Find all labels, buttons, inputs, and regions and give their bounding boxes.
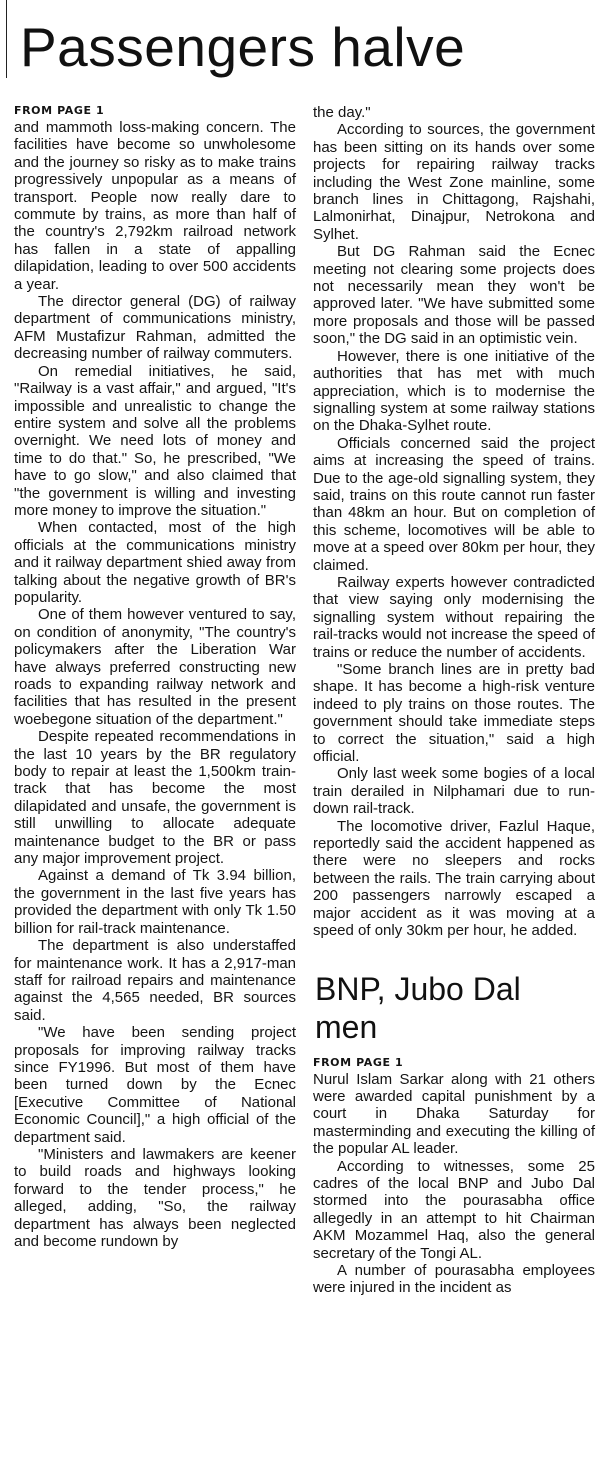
second-story-kicker: FROM PAGE 1 bbox=[313, 1055, 404, 1069]
second-story-headline-line2: men bbox=[315, 1008, 378, 1045]
paragraph: Railway experts however contradicted that view saying only modernising the signalling system without repairing the rail-tracks would not increase the speed of trains or reduce the number of accidents. bbox=[313, 573, 595, 661]
article-column-left bbox=[14, 104, 296, 1250]
paragraph: When contacted, most of the high officials at the communications ministry and it railway department shied away from talking about the negative growth of BR's popularity. bbox=[14, 519, 296, 606]
second-story-headline bbox=[315, 970, 595, 1046]
paragraph: Only last week some bogies of a local train derailed in Nilphamari due to run-down rail-track. bbox=[313, 765, 595, 818]
paragraph: "We have been sending project proposals for improving railway tracks since FY1996. But most of them have been turned down by the Ecnec [Executive Committee of National Economic Council]," a high official of the department said. bbox=[14, 1024, 296, 1146]
paragraph: But DG Rahman said the Ecnec meeting not clearing some projects does not necessarily mean they won't be approved later. "We have submitted some more proposals and those will be passed soon," the DG said in an optimistic vein. bbox=[313, 243, 595, 348]
headline: Passengers halve bbox=[20, 16, 466, 78]
column-rule bbox=[6, 0, 7, 78]
paragraph: One of them however ventured to say, on condition of anonymity, "The country's policymakers after the Liberation War have always preferred constructing new roads to expanding railway network and facilities that has resulted in the present woebegone situation of the department." bbox=[14, 606, 296, 728]
paragraph: According to witnesses, some 25 cadres of the local BNP and Jubo Dal stormed into the pourasabha office allegedly in an attempt to hit Chairman AKM Mozammel Haq, also the general secretary of the Tongi AL. bbox=[313, 1157, 595, 1262]
paragraph: "Ministers and lawmakers are keener to build roads and highways looking forward to the tender process," he alleged, adding, "So, the railway department has always been neglected and become rundown by bbox=[14, 1145, 296, 1250]
paragraph: Nurul Islam Sarkar along with 21 others were awarded capital punishment by a court in Dhaka Saturday for masterminding and executing the killing of the popular AL leader. bbox=[313, 1070, 595, 1158]
paragraph: The locomotive driver, Fazlul Haque, reportedly said the accident happened as there were no sleepers and rocks between the rails. The train carrying about 200 passengers narrowly escaped a major accident as it was moving at a speed of only 30km per hour, he added. bbox=[313, 817, 595, 940]
article-column-right bbox=[313, 104, 595, 1297]
paragraph: the day." bbox=[313, 104, 371, 121]
paragraph: According to sources, the government has been sitting on its hands over some projects for repairing railway tracks including the West Zone mainline, some branch lines in Chittagong, Rajshahi, Lalmonirhat, Dinajpur, Netrokona and Sylhet. bbox=[313, 121, 595, 243]
paragraph: Against a demand of Tk 3.94 billion, the government in the last five years has provided the department with only Tk 1.50 billion for rail-track maintenance. bbox=[14, 867, 296, 937]
paragraph: and mammoth loss-making concern. The facilities have become so unwholesome and the journey so risky as to make trains progressively unpopular as a means of transport. People now really dare to commute by trains, as more than half of the country's 2,792km railroad network has fallen in a state of appalling dilapidation, leading to over 500 accidents a year. bbox=[14, 119, 296, 293]
paragraph: "Some branch lines are in pretty bad shape. It has become a high-risk venture indeed to ply trains on those routes. The government should take immediate steps to correct the situation," said a high official. bbox=[313, 661, 595, 766]
paragraph: The director general (DG) of railway department of communications ministry, AFM Mustafizur Rahman, admitted the decreasing number of railway commuters. bbox=[14, 293, 296, 363]
paragraph: Officials concerned said the project aims at increasing the speed of trains. Due to the age-old signalling system, they said, trains on this route cannot run faster than 48km an hour. But on completion of this scheme, locomotives will be able to move at a speed over 80km per hour, they claimed. bbox=[313, 434, 595, 574]
second-story-headline-line1: BNP, Jubo Dal bbox=[315, 970, 521, 1007]
paragraph: Despite repeated recommendations in the last 10 years by the BR regulatory body to repair at least the 1,500km train-track that has become the most dilapidated and unsafe, the government is still unwilling to allocate adequate maintenance budget to the BR or pass any major improvement project. bbox=[14, 728, 296, 868]
paragraph: A number of pourasabha employees were injured in the incident as bbox=[313, 1261, 595, 1297]
paragraph: However, there is one initiative of the authorities that has met with much appreciation, which is to modernise the signalling system at some railway stations on the Dhaka-Sylhet route. bbox=[313, 347, 595, 435]
paragraph: On remedial initiatives, he said, "Railway is a vast affair," and argued, "It's impossible and unrealistic to change the entire system and solve all the problems overnight. We need lots of money and time to do that." So, he prescribed, "We have to go slow," and also claimed that "the government is willing and investing more money to improve the situation." bbox=[14, 362, 296, 519]
paragraph: The department is also understaffed for maintenance work. It has a 2,917-man staff for railroad repairs and maintenance against the 4,565 needed, BR sources said. bbox=[14, 937, 296, 1024]
continuation-kicker: FROM PAGE 1 bbox=[14, 104, 105, 117]
